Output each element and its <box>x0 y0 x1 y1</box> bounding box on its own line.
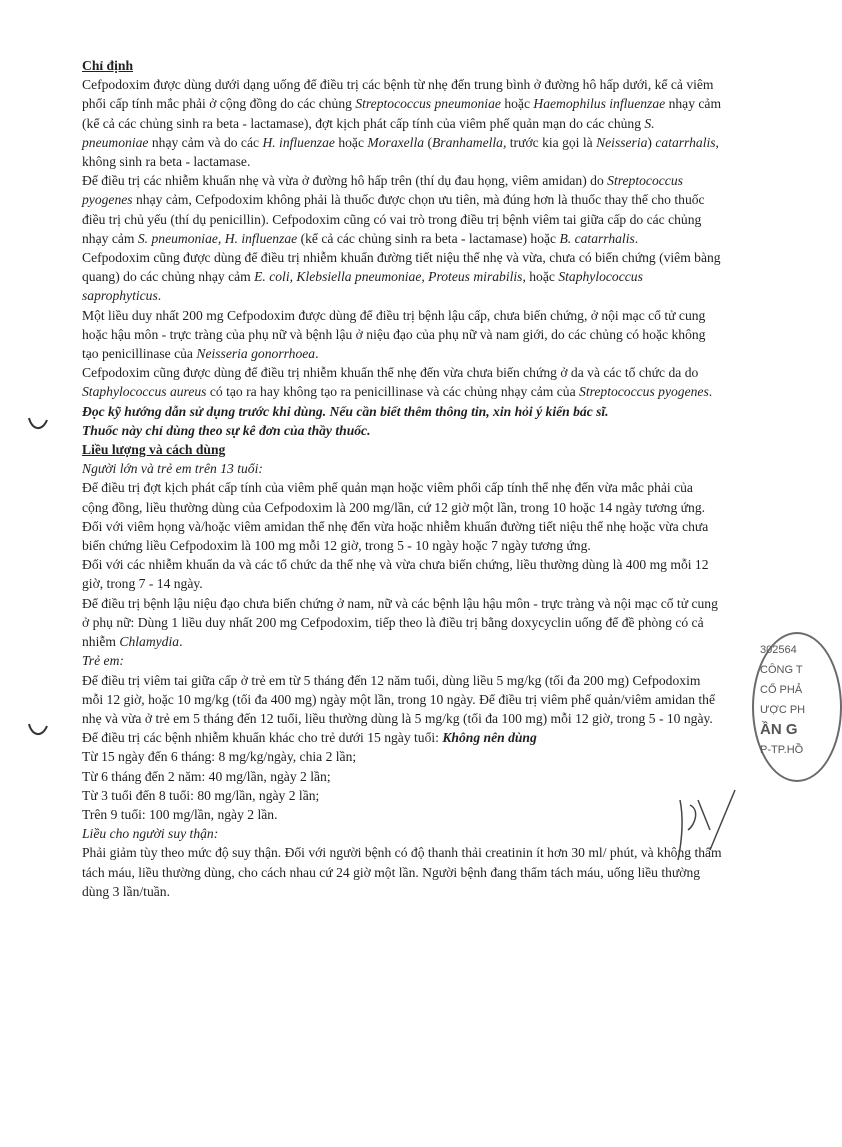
dosage-renal: Phải giảm tùy theo mức độ suy thận. Đối với người bệnh có độ thanh thải creatinin ít hơn 30 ml/ phút, và không thẩm tách máu, liều thường dùng, cho cách nhau cứ 24 giờ một lần. Người bệnh đang thẩm tách máu, uống liều thường dùng 3 lần/tuần. <box>82 845 722 899</box>
dosage-child-neonate: Để điều trị các bệnh nhiễm khuẩn khác cho trẻ dưới 15 ngày tuổi: Không nên dùng <box>82 730 537 746</box>
dosage-adult-skin: Đối với các nhiễm khuẩn da và các tổ chức da thể nhẹ và vừa chưa biến chứng, liều thường dùng là 400 mg mỗi 12 giờ, trong 7 - 14 ngày. <box>82 557 709 592</box>
paragraph-indication-skin: Cefpodoxim cũng được dùng để điều trị nhiễm khuẩn thể nhẹ đến vừa chưa biến chứng ở da và các tổ chức da do Staphylococcus aureus có tạo ra hay không tạo ra penicillinase và các chủng nhạy cảm của Streptococcus pyogenes. <box>82 365 713 400</box>
subheading-children: Trẻ em: <box>82 653 124 669</box>
paragraph-indication-upper-respiratory: Để điều trị các nhiễm khuẩn nhẹ và vừa ở đường hô hấp trên (thí dụ đau họng, viêm amidan) do Streptococcus pyogenes nhạy cảm, Cefpodoxim không phải là thuốc được chọn ưu tiên, mà đúng hơn là thuốc thay thế cho thuốc điều trị chủ yếu (thí dụ penicillin). Cefpodoxim cũng có vai trò trong điều trị bệnh viêm tai giữa cấp do các chủng nhạy cảm S. pneumoniae, H. influenzae (kể cả các chủng sinh ra beta - lactamase) hoặc B. catarrhalis. <box>82 173 705 246</box>
dosage-child-over-9y: Trên 9 tuổi: 100 mg/lần, ngày 2 lần. <box>82 806 278 822</box>
document-body <box>82 56 722 901</box>
dosage-adult-bronchitis: Để điều trị đợt kịch phát cấp tính của viêm phế quản mạn hoặc viêm phổi cấp tính thể nhẹ đến vừa mắc phải của cộng đồng, liều thường dùng của Cefpodoxim là 200 mg/lần, cứ 12 giờ một lần, trong 10 hoặc 14 ngày tương ứng. <box>82 480 706 515</box>
section-heading-chi-dinh: Chỉ định <box>82 58 134 73</box>
subheading-adults: Người lớn và trẻ em trên 13 tuổi: <box>82 461 263 477</box>
signature-mark <box>640 770 750 880</box>
dosage-child-3y-8y: Từ 3 tuổi đến 8 tuổi: 80 mg/lần, ngày 2 lần; <box>82 787 320 803</box>
warning-prescription-only: Thuốc này chỉ dùng theo sự kê đơn của thầy thuốc. <box>82 422 371 438</box>
dosage-adult-pharyngitis: Đối với viêm họng và/hoặc viêm amidan thể nhẹ đến vừa hoặc nhiễm khuẩn đường tiết niệu thể nhẹ hoặc vừa chưa biến chứng liều Cefpodoxim là 100 mg mỗi 12 giờ, trong 5 - 10 ngày hoặc 7 ngày tương ứng. <box>82 518 709 554</box>
subheading-renal: Liều cho người suy thận: <box>82 826 219 842</box>
binding-hole-mark-upper <box>26 410 50 434</box>
paragraph-indication-gonorrhea: Một liều duy nhất 200 mg Cefpodoxim được dùng để điều trị bệnh lậu cấp, chưa biến chứng, ở nội mạc cổ tử cung hoặc hậu môn - trực tràng của phụ nữ và bệnh lậu ở niệu đạo của phụ nữ và nam giới, do các chủng có hoặc không tạo penicillinase của Neisseria gonorrhoea. <box>82 307 706 362</box>
warning-read-instructions: Đọc kỹ hướng dẫn sử dụng trước khi dùng. Nếu cần biết thêm thông tin, xin hỏi ý kiến bác sĩ. <box>82 403 609 419</box>
paragraph-indication-urinary: Cefpodoxim cũng được dùng để điều trị nhiễm khuẩn đường tiết niệu thể nhẹ và vừa, chưa có biến chứng (viêm bàng quang) do các chủng nhạy cảm E. coli, Klebsiella pneumoniae, Proteus mirabilis, hoặc Staphylococcus saprophyticus. <box>82 250 721 304</box>
dosage-child-otitis: Để điều trị viêm tai giữa cấp ở trẻ em từ 5 tháng đến 12 năm tuổi, dùng liều 5 mg/kg (tối đa 200 mg) Cefpodoxim mỗi 12 giờ, hoặc 10 mg/kg (tối đa 400 mg) ngày một lần, trong 10 ngày. Để điều trị viêm phế quản/viêm amidan thể nhẹ và vừa ở trẻ em 5 tháng đến 12 tuổi, liều thường dùng là 5 mg/kg (tối đa 100 mg) mỗi 12 giờ, trong 5 - 10 ngày. <box>82 672 716 726</box>
section-heading-dosage: Liều lượng và cách dùng <box>82 442 226 458</box>
binding-hole-mark-lower <box>26 716 50 740</box>
company-stamp: 302564 CÔNG T CỔ PHẢ ƯỢC PH ẦN G P-TP.HỒ <box>752 632 842 782</box>
paragraph-indication-respiratory: Cefpodoxim được dùng dưới dạng uống để điều trị các bệnh từ nhẹ đến trung bình ở đường hô hấp dưới, kể cả viêm phổi cấp tính mắc phải ở cộng đồng do các chủng Streptococcus pneumoniae hoặc Haemophilus influenzae nhạy cảm (kể cả các chủng sinh ra beta - lactamase), đợt kịch phát cấp tính của viêm phế quản mạn do các chủng S. pneumoniae nhạy cảm và do các H. influenzae hoặc Moraxella (Branhamella, trước kia gọi là Neisseria) catarrhalis, không sinh ra beta - lactamase. <box>82 77 722 170</box>
dosage-adult-gonorrhea: Để điều trị bệnh lậu niệu đạo chưa biến chứng ở nam, nữ và các bệnh lậu hậu môn - trực tràng và nội mạc cổ tử cung ở phụ nữ: Dùng 1 liều duy nhất 200 mg Cefpodoxim, tiếp theo là điều trị bằng doxycyclin uống để đề phòng có cả nhiễm Chlamydia. <box>82 595 718 650</box>
dosage-child-6m-2y: Từ 6 tháng đến 2 năm: 40 mg/lần, ngày 2 lần; <box>82 768 331 784</box>
dosage-child-15d-6m: Từ 15 ngày đến 6 tháng: 8 mg/kg/ngày, chia 2 lần; <box>82 749 357 765</box>
